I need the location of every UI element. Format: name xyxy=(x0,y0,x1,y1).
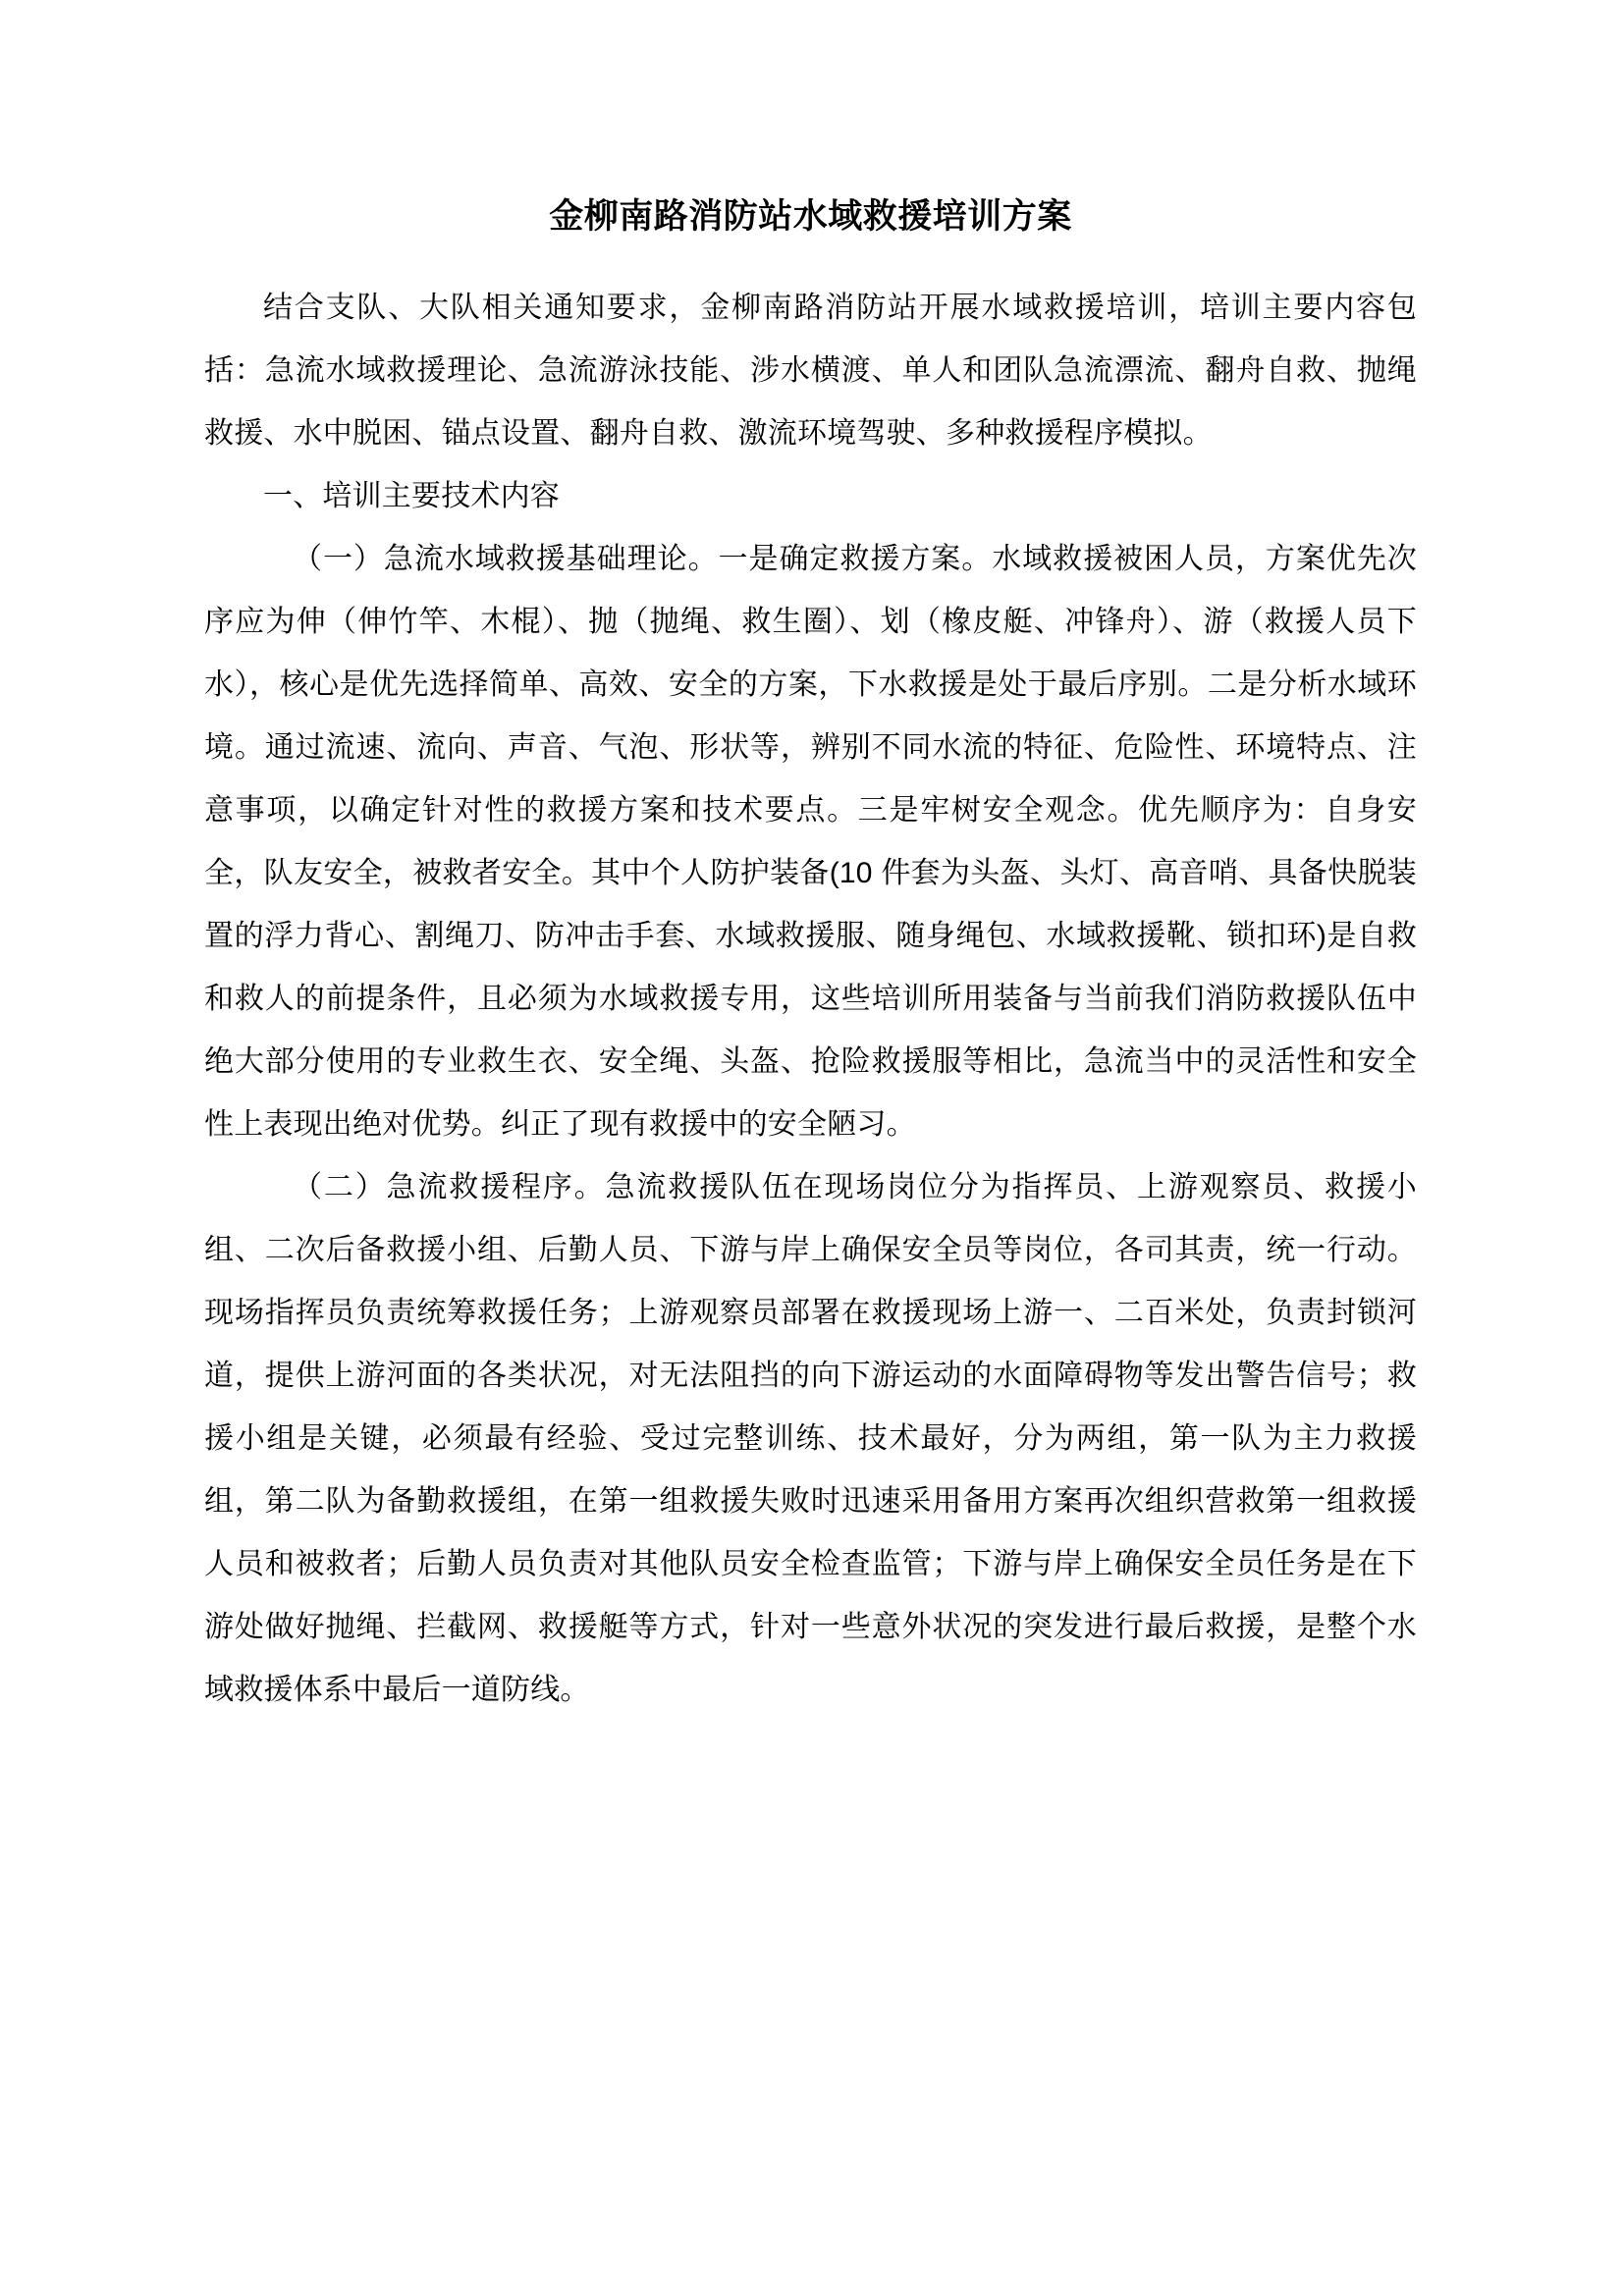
subsection-one-paragraph: （一）急流水域救援基础理论。一是确定救援方案。水域救援被困人员，方案优先次序应为伸（伸竹竿、木棍）、抛（抛绳、救生圈）、划（橡皮艇、冲锋舟）、游（救援人员下水），核心是优先选择简单、高效、安全的方案，下水救援是处于最后序别。二是分析水域环境。通过流速、流向、声音、气泡、形状等，辨别不同水流的特征、危险性、环境特点、注意事项，以确定针对性的救援方案和技术要点。三是牢树安全观念。优先顺序为：自身安全，队友安全，被救者安全。其中个人防护装备(10 件套为头盔、头灯、高音哨、具备快脱装置的浮力背心、割绳刀、防冲击手套、水域救援服、随身绳包、水域救援靴、锁扣环)是自救和救人的前提条件，且必须为水域救援专用，这些培训所用装备与当前我们消防救援队伍中绝大部分使用的专业救生衣、安全绳、头盔、抢险救援服等相比，急流当中的灵活性和安全性上表现出绝对优势。纠正了现有救援中的安全陋习。 xyxy=(204,543,1417,1141)
subsection-two-paragraph: （二）急流救援程序。急流救援队伍在现场岗位分为指挥员、上游观察员、救援小组、二次后备救援小组、后勤人员、下游与岸上确保安全员等岗位，各司其责，统一行动。现场指挥员负责统筹救援任务；上游观察员部署在救援现场上游一、二百米处，负责封锁河道，提供上游河面的各类状况，对无法阻挡的向下游运动的水面障碍物等发出警告信号；救援小组是关键，必须最有经验、受过完整训练、技术最好，分为两组，第一队为主力救援组，第二队为备勤救援组，在第一组救援失败时迅速采用备用方案再次组织营救第一组救援人员和被救者；后勤人员负责对其他队员安全检查监管；下游与岸上确保安全员任务是在下游处做好抛绳、拦截网、救援艇等方式，针对一些意外状况的突发进行最后救援，是整个水域救援体系中最后一道防线。 xyxy=(204,1171,1417,1706)
document-title: 金柳南路消防站水域救援培训方案 xyxy=(549,197,1072,236)
document-body xyxy=(204,0,1417,1722)
paragraph-intro: 结合支队、大队相关通知要求，金柳南路消防站开展水域救援培训，培训主要内容包括：急流水域救援理论、急流游泳技能、涉水横渡、单人和团队急流漂流、翻舟自救、抛绳救援、水中脱困、锚点设置、翻舟自救、激流环境驾驶、多种救援程序模拟。 xyxy=(204,292,1417,450)
section-heading-one: 一、培训主要技术内容 xyxy=(263,480,560,512)
